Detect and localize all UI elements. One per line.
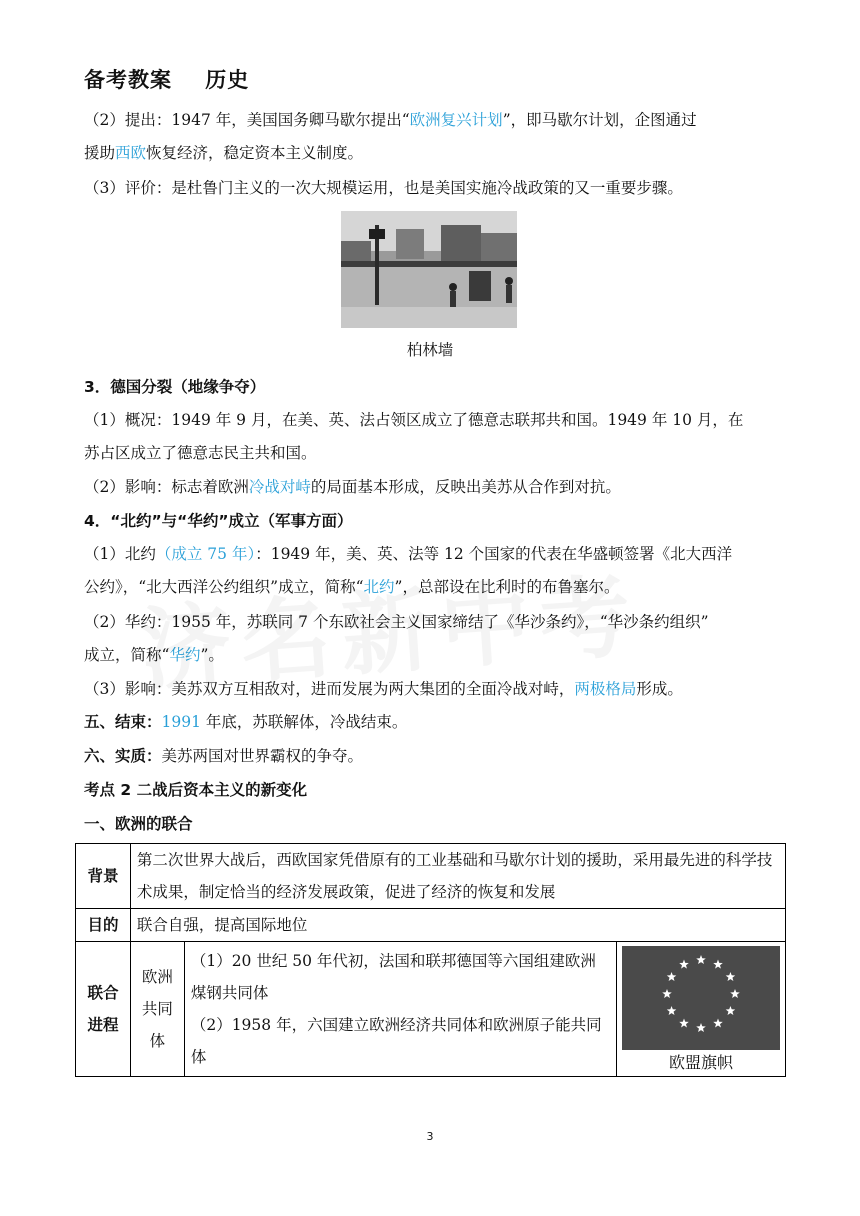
star-icon [713,960,723,969]
star-icon [713,1018,723,1027]
para-proposal-line1 [84,104,784,137]
para-end-of-cold-war [84,706,784,739]
text: 美苏两国对世界霸权的争夺。 [161,747,364,765]
cell-eu-flag [617,942,786,1077]
flag-caption: 欧盟旗帜 [669,1053,734,1072]
cell-stage-details [184,942,616,1077]
star-icon [696,1023,706,1032]
eu-stars-icon [622,946,780,1050]
highlight-term: 北约 [363,578,395,596]
section-label: 五、结束： [84,713,162,731]
text: 年底，苏联解体，冷战结束。 [200,713,408,731]
text: （2）影响：标志着欧洲 [84,478,249,496]
text: 恢复经济，稳定资本主义制度。 [146,144,364,162]
text: ”，即马歇尔计划，企图通过 [502,111,697,129]
star-icon [667,1006,677,1015]
eu-flag-image [622,946,780,1050]
cell-stage-name [130,942,184,1077]
photo-caption: 柏林墙 [406,341,454,359]
highlight-term: 欧洲复兴计划 [409,111,503,129]
subheading-european-union: 一、欧洲的联合 [84,815,193,833]
text: 援助 [84,144,116,162]
para-proposal-line2 [84,137,784,170]
star-icon [726,1006,736,1015]
para-evaluation: （3）评价：是杜鲁门主义的一次大规模运用，也是美国实施冷战政策的又一重要步骤。 [84,179,683,197]
highlight-term: 冷战对峙 [248,478,311,496]
table-row [76,942,786,1077]
star-icon [730,989,740,998]
para-essence [84,740,784,773]
highlight-term: 西欧 [115,144,147,162]
star-icon [662,989,672,998]
page-header-title: 备考教案 历史 [84,68,250,92]
highlight-term: 1991 [161,713,201,731]
text: 成立，简称“ [84,646,170,664]
star-icon [696,955,706,964]
para-warsaw-line1: （2）华约：1955 年，苏联同 7 个东欧社会主义国家缔结了《华沙条约》，“华沙条约组织” [84,613,709,631]
para-germany-impact [84,471,784,504]
highlight-term: （成立 75 年） [155,545,256,563]
highlight-term: 两极格局 [574,680,637,698]
cell-background-text: 第二次世界大战后，西欧国家凭借原有的工业基础和马歇尔计划的援助，采用最先进的科学技术成果，制定恰当的经济发展政策，促进了经济的恢复和发展 [130,844,785,909]
star-icon [726,972,736,981]
kaodian-heading: 考点 2 二战后资本主义的新变化 [84,781,308,799]
label-process [76,942,131,1077]
highlight-term: 华约 [169,646,201,664]
section-label: 六、实质： [84,747,162,765]
process-label-line: 进程 [87,1016,119,1034]
star-icon [679,1018,689,1027]
table-row [76,909,786,942]
para-germany-overview-line1: （1）概况：1949 年 9 月，在美、英、法占领区成立了德意志联邦共和国。1949 年 10 月，在 [84,411,744,429]
text: （3）影响：美苏双方互相敌对，进而发展为两大集团的全面冷战对峙， [84,680,575,698]
label-background: 背景 [76,844,131,909]
para-germany-overview-line2: 苏占区成立了德意志民主共和国。 [84,444,317,462]
stage-line: 欧洲 [141,968,173,986]
text: 公约》，“北大西洋公约组织”成立，简称“ [84,578,364,596]
star-icon [679,960,689,969]
berlin-wall-photo [341,211,517,328]
text: ”。 [200,646,224,664]
table-row [76,844,786,909]
page-number: 3 [426,1130,434,1143]
star-icon [667,972,677,981]
stage-line: 体 [149,1032,166,1050]
stage-item: （1）20 世纪 50 年代初，法国和联邦德国等六国组建欧洲煤钢共同体 [190,952,596,1002]
section-heading-germany: 3．德国分裂（地缘争夺） [84,378,266,396]
text: （1）北约 [84,545,156,563]
text: （2）提出：1947 年，美国国务卿马歇尔提出“ [84,111,410,129]
text: 的局面基本形成，反映出美苏从合作到对抗。 [310,478,621,496]
text: 形成。 [636,680,683,698]
label-goal: 目的 [76,909,131,942]
stage-line: 共同 [141,1000,173,1018]
text: ”，总部设在比利时的布鲁塞尔。 [394,578,620,596]
section-heading-nato-warsaw: 4．“北约”与“华约”成立（军事方面） [84,512,353,530]
cell-goal-text: 联合自强，提高国际地位 [130,909,785,942]
process-label-line: 联合 [87,984,119,1002]
european-integration-table [75,843,786,1077]
stage-item: （2）1958 年，六国建立欧洲经济共同体和欧洲原子能共同体 [190,1016,602,1066]
text: ：1949 年，美、英、法等 12 个国家的代表在华盛顿签署《北大西洋 [255,545,733,563]
